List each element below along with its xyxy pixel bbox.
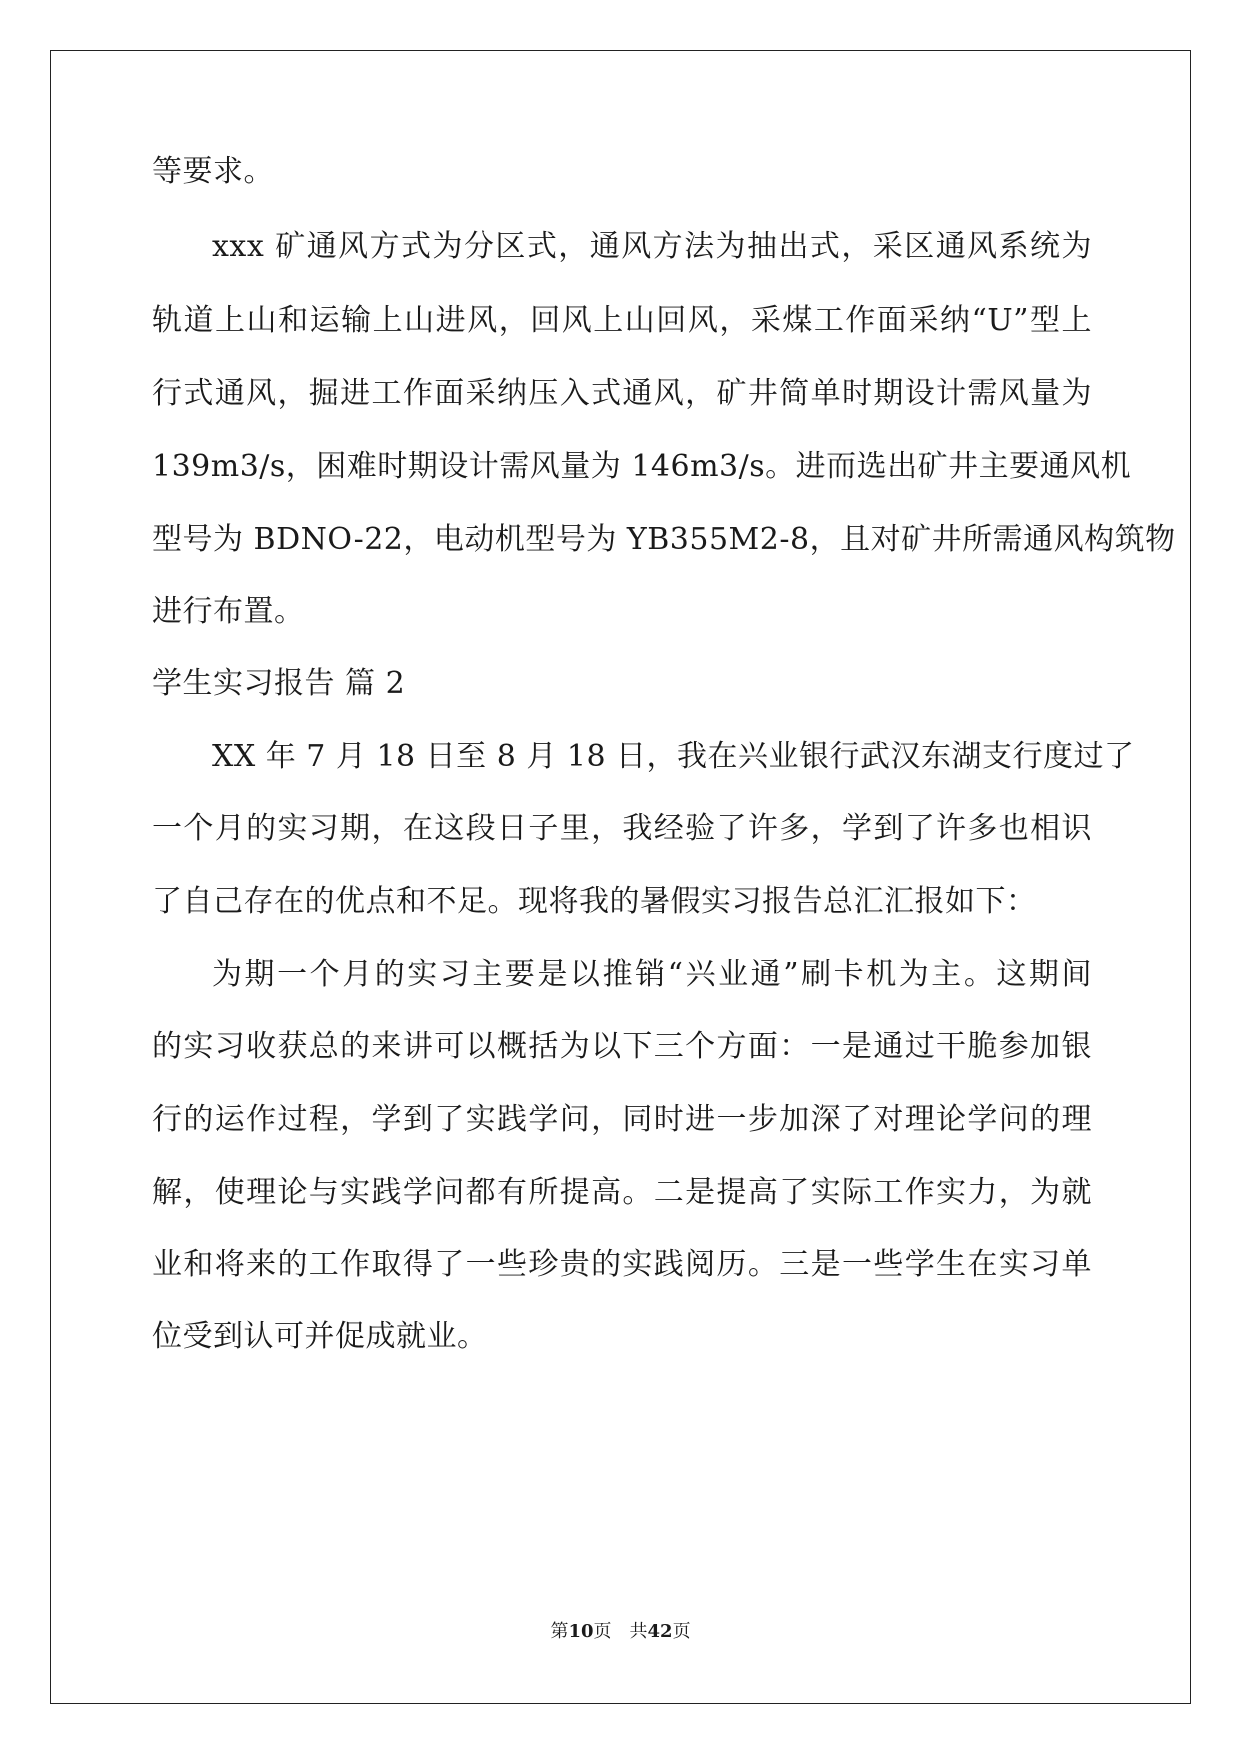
paragraph-line: 位受到认可并促成就业。 <box>152 1319 488 1354</box>
paragraph-line: 一个月的实习期，在这段日子里，我经验了许多，学到了许多也相识 <box>152 811 1092 846</box>
paragraph-line: XX 年 7 月 18 日至 8 月 18 日，我在兴业银行武汉东湖支行度过了 <box>212 739 1135 774</box>
paragraph-line: 的实习收获总的来讲可以概括为以下三个方面：一是通过干脆参加银 <box>152 1029 1092 1064</box>
page-footer <box>0 1620 1241 1644</box>
paragraph-line: 为期一个月的实习主要是以推销“兴业通”刷卡机为主。这期间 <box>212 957 1092 992</box>
footer-mid: 页 共 <box>593 1621 648 1642</box>
paragraph-line: 解，使理论与实践学问都有所提高。二是提高了实际工作实力，为就 <box>152 1175 1092 1210</box>
paragraph-line: 行式通风，掘进工作面采纳压入式通风，矿井简单时期设计需风量为 <box>152 376 1092 411</box>
paragraph-line: 行的运作过程，学到了实践学问，同时进一步加深了对理论学问的理 <box>152 1102 1092 1137</box>
current-page-number: 10 <box>568 1621 594 1642</box>
section-heading: 学生实习报告 篇 2 <box>152 666 406 701</box>
paragraph-line: 进行布置。 <box>152 594 305 629</box>
paragraph-line: 轨道上山和运输上山进风，回风上山回风，采煤工作面采纳“U”型上 <box>152 303 1092 338</box>
paragraph-line: xxx 矿通风方式为分区式，通风方法为抽出式，采区通风系统为 <box>212 229 1092 264</box>
page-border <box>50 50 1191 1704</box>
paragraph-line: 等要求。 <box>152 154 274 189</box>
footer-suffix: 页 <box>672 1621 691 1642</box>
paragraph-line: 型号为 BDNO-22，电动机型号为 YB355M2-8，且对矿井所需通风构筑物 <box>152 522 1176 557</box>
paragraph-line: 业和将来的工作取得了一些珍贵的实践阅历。三是一些学生在实习单 <box>152 1247 1092 1282</box>
paragraph-line: 139m3/s，困难时期设计需风量为 146m3/s。进而选出矿井主要通风机 <box>152 449 1132 484</box>
paragraph-line: 了自己存在的优点和不足。现将我的暑假实习报告总汇汇报如下： <box>152 884 1037 919</box>
footer-prefix: 第 <box>550 1621 569 1642</box>
total-page-number: 42 <box>647 1621 673 1642</box>
